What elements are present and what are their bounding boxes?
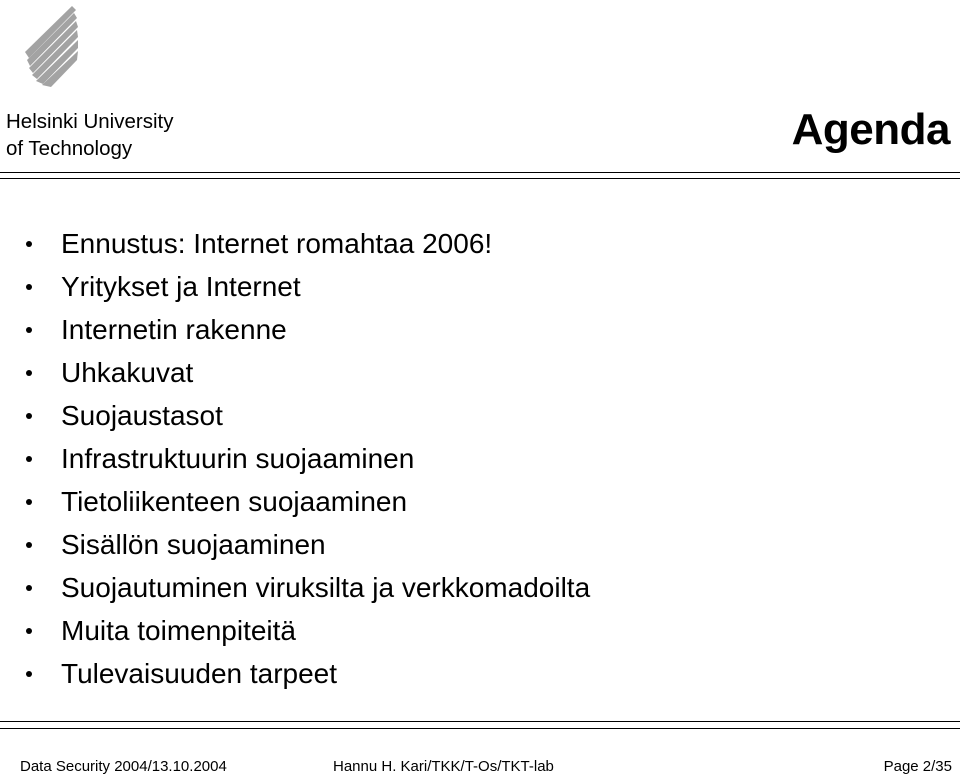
agenda-item-text: Tulevaisuuden tarpeet (61, 658, 338, 689)
agenda-item (0, 437, 590, 480)
university-logo-icon (20, 2, 82, 88)
agenda-item-text: Yritykset ja Internet (61, 271, 301, 302)
bullet-icon (26, 413, 32, 419)
university-name-line2: of Technology (6, 137, 133, 160)
bullet-icon (26, 241, 32, 247)
university-name-line1: Helsinki University (6, 110, 174, 133)
agenda-item (0, 308, 590, 351)
agenda-item-text: Infrastruktuurin suojaaminen (61, 443, 415, 474)
footer-course-date: Data Security 2004/13.10.2004 (20, 758, 227, 775)
agenda-item (0, 652, 590, 695)
agenda-item (0, 222, 590, 265)
bullet-icon (26, 671, 32, 677)
bullet-icon (26, 284, 32, 290)
agenda-item (0, 523, 590, 566)
bullet-icon (26, 542, 32, 548)
agenda-item-text: Uhkakuvat (61, 357, 194, 388)
agenda-item-text: Tietoliikenteen suojaaminen (61, 486, 408, 517)
agenda-item-text: Suojautuminen viruksilta ja verkkomadoilta (61, 572, 591, 603)
header-divider-bottom (0, 178, 960, 179)
university-name (6, 108, 173, 162)
footer-divider-top (0, 721, 960, 722)
agenda-item (0, 394, 590, 437)
slide-title: Agenda (791, 105, 950, 154)
agenda-item (0, 351, 590, 394)
agenda-item-text: Muita toimenpiteitä (61, 615, 297, 646)
agenda-item (0, 480, 590, 523)
bullet-icon (26, 499, 32, 505)
bullet-icon (26, 628, 32, 634)
bullet-icon (26, 456, 32, 462)
footer-divider-bottom (0, 728, 960, 729)
bullet-icon (26, 370, 32, 376)
agenda-item (0, 566, 590, 609)
agenda-item (0, 265, 590, 308)
agenda-item-text: Ennustus: Internet romahtaa 2006! (61, 228, 493, 259)
agenda-item-text: Internetin rakenne (61, 314, 287, 345)
footer-author: Hannu H. Kari/TKK/T-Os/TKT-lab (333, 758, 554, 775)
bullet-icon (26, 585, 32, 591)
footer-page-number: Page 2/35 (883, 758, 952, 775)
agenda-list (0, 222, 590, 695)
agenda-item-text: Suojaustasot (61, 400, 223, 431)
header-divider-top (0, 172, 960, 173)
agenda-item-text: Sisällön suojaaminen (61, 529, 326, 560)
agenda-item (0, 609, 590, 652)
bullet-icon (26, 327, 32, 333)
